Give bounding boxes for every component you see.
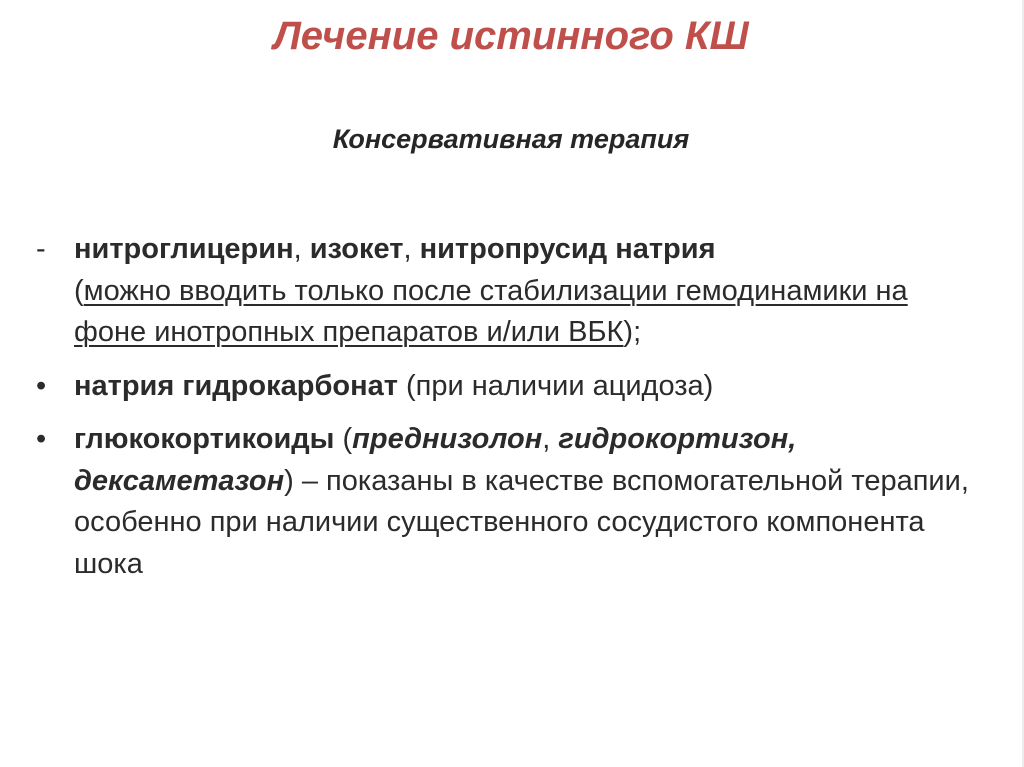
drug-nitroglycerin: нитроглицерин — [74, 233, 294, 265]
slide-subtitle: Консервативная терапия — [332, 124, 690, 154]
drug-sodium-bicarbonate: натрия гидрокарбонат — [74, 369, 398, 402]
drug-hydrocortisone-dexamethasone: гидрокортизон, дексаметазон — [74, 423, 797, 497]
indication-note: (при наличии ацидоза) — [397, 369, 714, 402]
drug-prednisolone: преднизолон — [352, 423, 543, 455]
list-item-vasodilators — [36, 229, 976, 354]
paren-close: ); — [623, 316, 642, 348]
dash-marker: - — [36, 233, 46, 265]
separator: , — [542, 423, 559, 455]
treatment-list — [36, 229, 976, 585]
bullet-marker: • — [36, 369, 47, 402]
list-item-bicarbonate — [36, 366, 976, 408]
drug-glucocorticoids: глюкокортикоиды — [74, 423, 335, 455]
drug-sodium-nitroprusside: нитропрусид натрия — [419, 233, 716, 265]
separator: , — [293, 233, 310, 265]
paren-open: ( — [334, 423, 353, 455]
paren-open: ( — [74, 274, 84, 307]
glucocorticoids-note: ) – показаны в качестве вспомогательной терапии, особенно при наличии существенного сосудистого компонента шока — [74, 464, 969, 580]
slide-title: Лечение истинного КШ — [273, 14, 749, 58]
bullet-marker: • — [36, 423, 47, 455]
usage-note: можно вводить только после стабилизации гемодинамики на фоне инотропных препаратов и/или ВБК — [74, 274, 908, 348]
separator: , — [403, 233, 420, 265]
drug-isoket: изокет — [309, 233, 404, 265]
list-item-glucocorticoids — [36, 419, 976, 585]
